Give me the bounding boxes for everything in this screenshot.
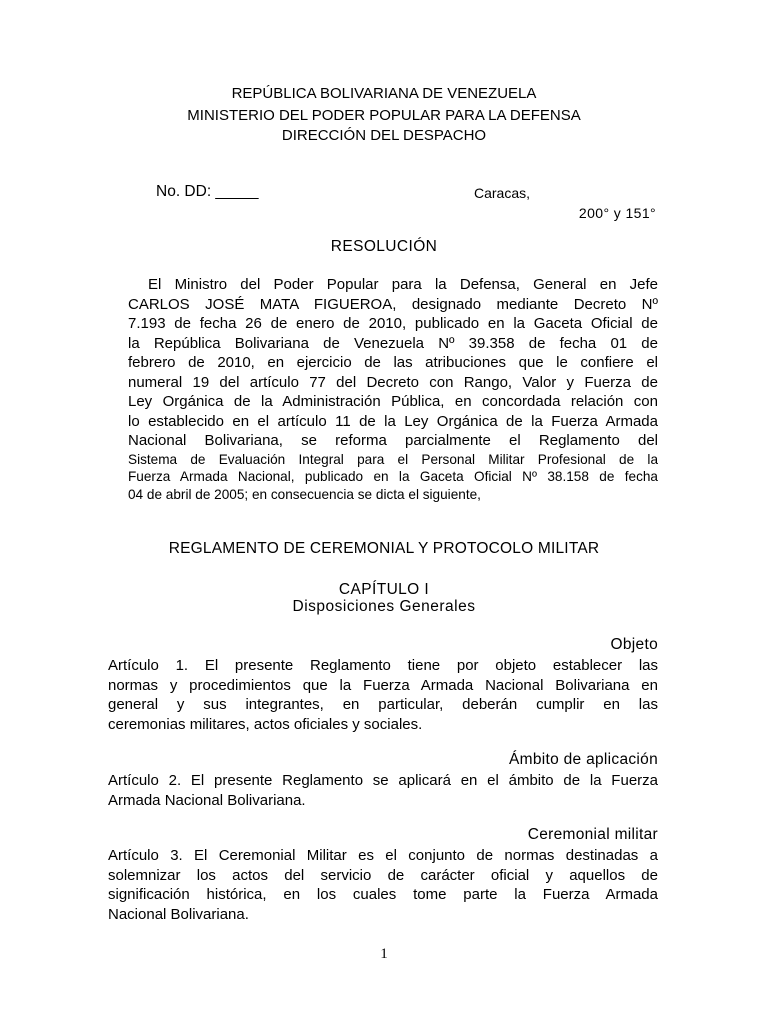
document-number: No. DD: _____ [156, 183, 259, 200]
article-line: Armada Nacional Bolivariana. [108, 791, 306, 809]
article-line: general y sus integrantes, en particular, deberán cumplir en las [108, 696, 658, 714]
article-line: Artículo 1. El presente Reglamento tiene por objeto establecer las [108, 657, 658, 674]
preamble-line: Sistema de Evaluación Integral para el Personal Militar Profesional de la [128, 451, 658, 467]
preamble-line: 7.193 de fecha 26 de enero de 2010, publicado en la Gaceta Oficial de [128, 315, 658, 332]
preamble-paragraph [128, 276, 658, 506]
preamble-line: Nacional Bolivariana, se reforma parcialmente el Reglamento del [128, 432, 658, 449]
city-date: Caracas, [474, 185, 531, 201]
preamble-line: numeral 19 del artículo 77 del Decreto con Rango, Valor y Fuerza de [128, 373, 658, 391]
preamble-line: Fuerza Armada Nacional, publicado en la Gaceta Oficial Nº 38.158 de fecha [128, 469, 658, 484]
article-line: ceremonias militares, actos oficiales y sociales. [108, 715, 423, 733]
article-line: Nacional Bolivariana. [108, 905, 249, 923]
regulation-title: REGLAMENTO DE CEREMONIAL Y PROTOCOLO MILITAR [168, 540, 600, 557]
article-3 [108, 846, 658, 924]
revolution-years: 200° y 151° [578, 205, 656, 221]
preamble-line: la República Bolivariana de Venezuela Nº 39.358 de fecha 01 de [128, 334, 658, 352]
resolution-title: RESOLUCIÓN [330, 238, 438, 255]
article-line: significación histórica, en los cuales tome parte la Fuerza Armada [108, 886, 658, 904]
header-republic: REPÚBLICA BOLIVARIANA DE VENEZUELA [231, 85, 537, 102]
header-office: DIRECCIÓN DEL DESPACHO [281, 127, 487, 144]
article-2 [108, 771, 658, 810]
page-number: 1 [380, 946, 388, 962]
article-3-heading: Ceremonial militar [527, 826, 658, 843]
header-ministry: MINISTERIO DEL PODER POPULAR PARA LA DEFENSA [187, 107, 581, 124]
article-1-heading: Objeto [610, 636, 658, 653]
chapter-title: Disposiciones Generales [292, 598, 476, 615]
article-line: normas y procedimientos que la Fuerza Armada Nacional Bolivariana en [108, 676, 658, 694]
preamble-line: febrero de 2010, en ejercicio de las atribuciones que le confiere el [128, 354, 658, 371]
preamble-line: Ley Orgánica de la Administración Pública, en concordada relación con [128, 393, 658, 410]
article-line: Artículo 3. El Ceremonial Militar es el conjunto de normas destinadas a [108, 847, 658, 864]
preamble-line: lo establecido en el artículo 11 de la Ley Orgánica de la Fuerza Armada [128, 412, 658, 430]
article-2-heading: Ámbito de aplicación [508, 751, 658, 768]
article-line: solemnizar los actos del servicio de carácter oficial y aquellos de [108, 866, 658, 884]
preamble-line: 04 de abril de 2005; en consecuencia se dicta el siguiente, [128, 486, 481, 502]
preamble-line: CARLOS JOSÉ MATA FIGUEROA, designado mediante Decreto Nº [128, 295, 658, 313]
article-line: Artículo 2. El presente Reglamento se aplicará en el ámbito de la Fuerza [108, 772, 658, 789]
chapter-number: CAPÍTULO I [338, 581, 430, 598]
preamble-line: El Ministro del Poder Popular para la Defensa, General en Jefe [148, 276, 658, 293]
article-1 [108, 656, 658, 734]
